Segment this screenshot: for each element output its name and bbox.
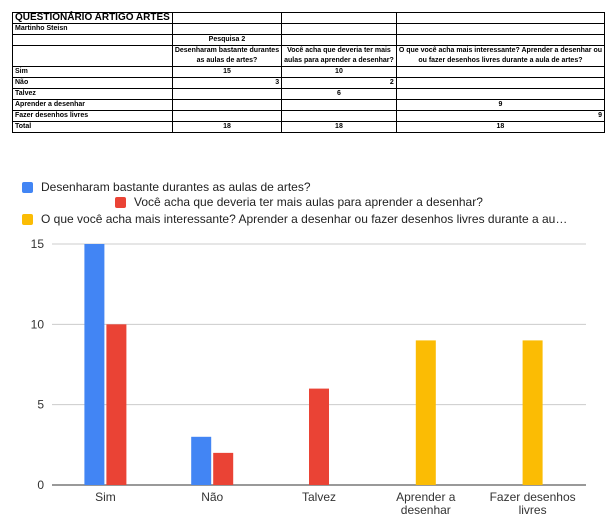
table-cell: 15 <box>172 67 281 78</box>
x-tick-label: Não <box>201 490 224 504</box>
column-header: as aulas de artes? <box>172 56 281 67</box>
table-cell: 18 <box>172 122 281 133</box>
sheet-author: Martinho Steisn <box>13 24 173 35</box>
y-tick-label: 5 <box>37 397 44 412</box>
legend-label: Você acha que deveria ter mais aulas para aprender a desenhar? <box>134 195 483 209</box>
legend-label: O que você acha mais interessante? Aprender a desenhar ou fazer desenhos livres durante a au… <box>41 212 568 226</box>
table-cell: 2 <box>282 78 397 89</box>
table-cell: 3 <box>172 78 281 89</box>
sheet-group: Pesquisa 2 <box>172 35 281 46</box>
table-cell: 10 <box>282 67 397 78</box>
bar <box>84 244 104 485</box>
bar <box>416 340 436 485</box>
column-header: aulas para aprender a desenhar? <box>282 56 397 67</box>
row-label: Fazer desenhos livres <box>13 111 173 122</box>
column-header: Desenharam bastante durantes <box>172 46 281 57</box>
y-tick-label: 15 <box>30 237 44 251</box>
bar <box>191 437 211 485</box>
bar <box>309 389 329 485</box>
row-label: Não <box>13 78 173 89</box>
table-cell: 9 <box>396 100 604 111</box>
sheet-title: QUESTIONÁRIO ARTIGO ARTES <box>13 13 173 24</box>
column-header: Você acha que deveria ter mais <box>282 46 397 57</box>
x-tick-label: Talvez <box>301 490 337 504</box>
row-label: Talvez <box>13 89 173 100</box>
column-header: ou fazer desenhos livres durante a aula de artes? <box>396 56 604 67</box>
x-tick-label: Sim <box>95 490 116 504</box>
x-tick-label: Fazer desenhos livres <box>489 490 576 517</box>
row-label: Total <box>13 122 173 133</box>
bar <box>213 453 233 485</box>
table-cell: 6 <box>282 89 397 100</box>
column-header: O que você acha mais interessante? Aprender a desenhar ou <box>396 46 604 57</box>
row-label: Sim <box>13 67 173 78</box>
table-cell: 18 <box>282 122 397 133</box>
y-tick-label: 10 <box>30 317 44 332</box>
table-cell: 9 <box>396 111 604 122</box>
table-cell: 18 <box>396 122 604 133</box>
x-tick-label: Aprender a desenhar <box>396 490 456 517</box>
bar <box>106 324 126 485</box>
bar <box>523 340 543 485</box>
y-tick-label: 0 <box>37 478 44 492</box>
row-label: Aprender a desenhar <box>13 100 173 111</box>
legend-label: Desenharam bastante durantes as aulas de artes? <box>41 180 311 194</box>
